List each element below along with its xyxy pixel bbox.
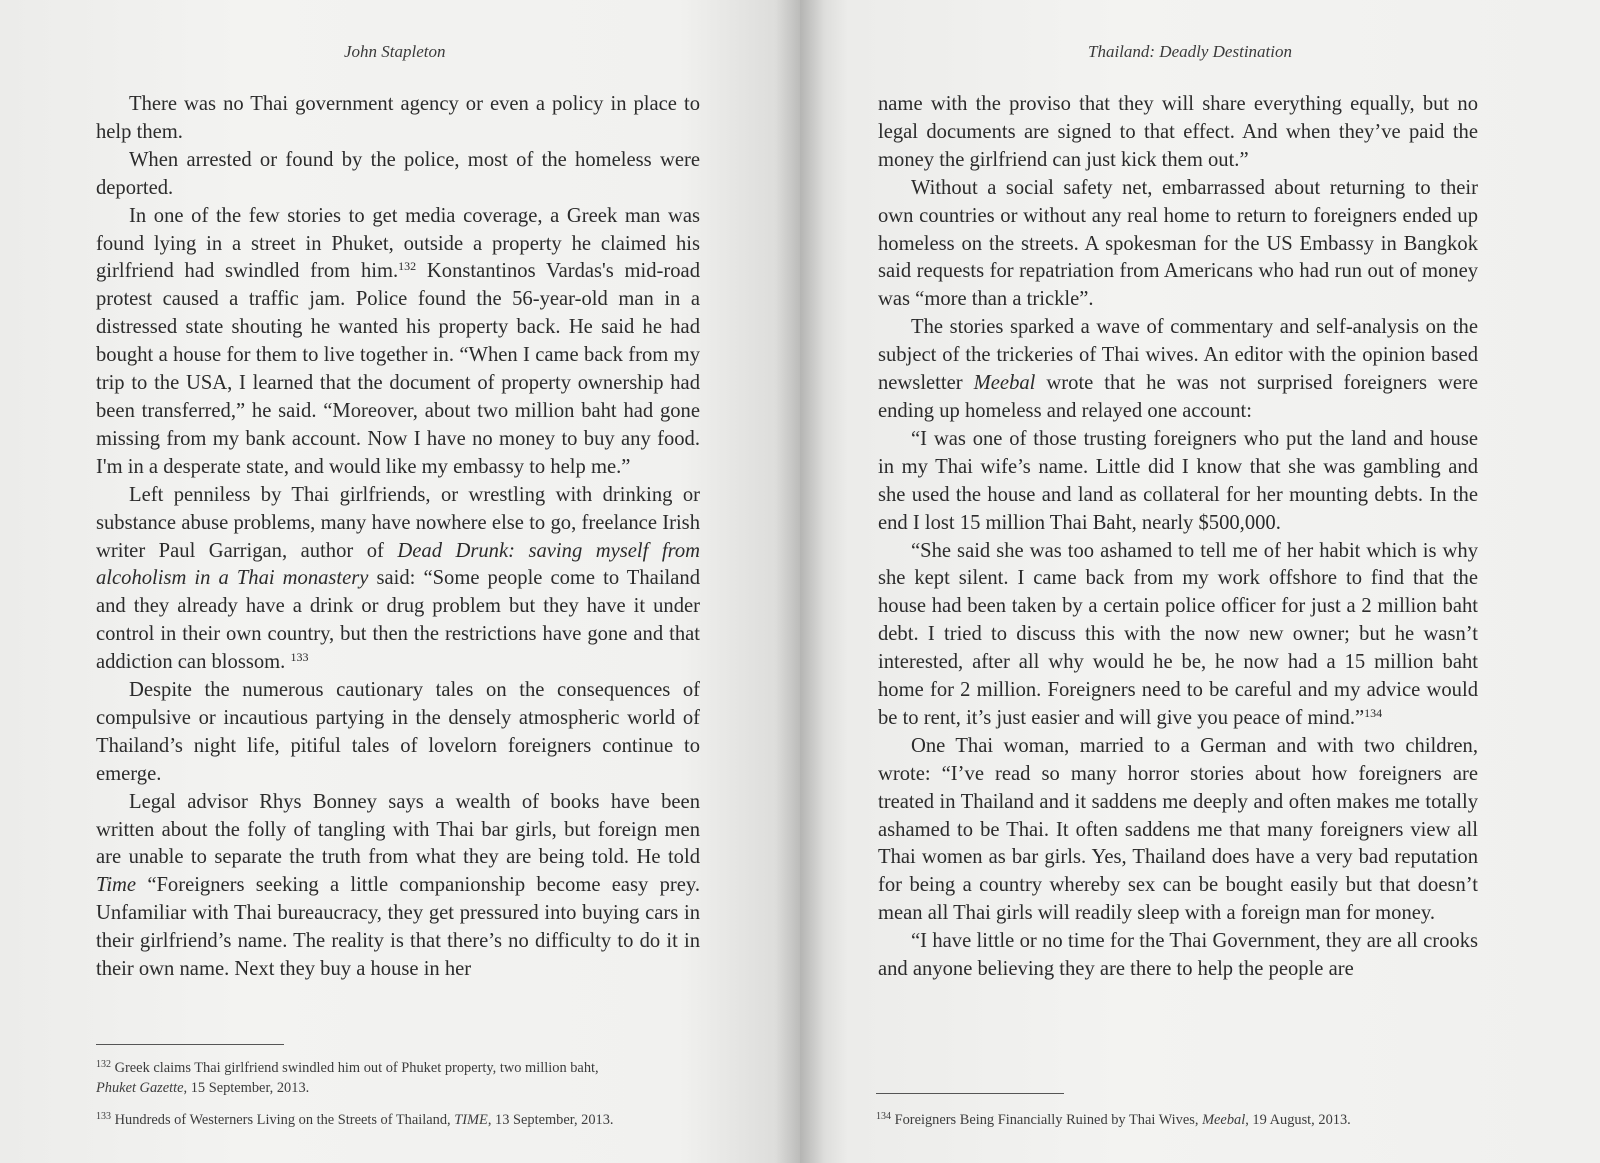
- footnote-number: 132: [96, 1059, 111, 1070]
- paragraph: [96, 789, 700, 984]
- paragraph: “I have little or no time for the Thai Government, they are all crooks and anyone believing they are there to help the people are: [878, 930, 1478, 981]
- footnote-text: Hundreds of Westerners Living on the Streets of Thailand,: [114, 1112, 455, 1128]
- footnote-number: 133: [96, 1111, 111, 1122]
- footnote-date: , 13 September, 2013.: [487, 1112, 614, 1128]
- footnote-133: [96, 1110, 716, 1130]
- footnote-divider: [96, 1044, 284, 1045]
- right-page: [800, 0, 1600, 1163]
- footnote-text: Foreigners Being Financially Ruined by Thai Wives,: [894, 1112, 1203, 1128]
- footnote-source: TIME: [454, 1112, 488, 1128]
- paragraph-text: The stories sparked a wave of commentary and self-analysis on the subject of the trickeries of Thai wives. An editor with the opinion based newsletter: [878, 316, 1478, 395]
- paragraph: name with the proviso that they will share everything equally, but no legal documents are signed to that effect. And when they’ve paid the money the girlfriend can just kick them out.”: [878, 93, 1478, 171]
- footnote-132: [96, 1058, 696, 1098]
- right-running-head: Thailand: Deadly Destination: [1088, 42, 1292, 61]
- footnote-date: , 15 September, 2013.: [183, 1080, 310, 1096]
- paragraph-text: said: “Some people come to Thailand and they already have a drink or drug problem but they have it under control in their own country, but then the restrictions have gone and that addiction can blossom.: [96, 567, 700, 674]
- paragraph: One Thai woman, married to a German and with two children, wrote: “I’ve read so many horror stories about how foreigners are treated in Thailand and it saddens me deeply and often makes me totally ashamed to be Thai. It often saddens me that many foreigners view all Thai women as bar girls. Yes, Thailand does have a very bad reputation for being a country whereby sex can be bought easily but that doesn’t mean all Thai girls will readily sleep with a foreign man for money.: [878, 734, 1478, 925]
- paragraph-text: Konstantinos Vardas's mid-road protest caused a traffic jam. Police found the 56-year-old man in a distressed state shouting he wanted his property back. He said he had bought a house for them to live together in. “When I came back from my trip to the USA, I learned that the document of property ownership had been transferred,” he said. “Moreover, about two million baht had gone missing from my bank account. Now I have no money to buy any food. I'm in a desperate state, and would like my embassy to help me.”: [96, 260, 700, 478]
- paragraph-text: wrote that he was not surprised foreigners were ending up homeless and relayed one account:: [878, 372, 1478, 422]
- paragraph-text: In one of the few stories to get media coverage, a Greek man was found lying in a street in Phuket, outside a property he claimed his girlfriend had swindled from him.: [96, 204, 700, 283]
- footnote-134: [876, 1110, 1496, 1130]
- paragraph: [96, 203, 700, 482]
- footnote-ref[interactable]: 134: [1364, 705, 1383, 720]
- left-running-head: John Stapleton: [344, 42, 446, 61]
- publication-title: Time: [96, 874, 137, 897]
- paragraph-text: “She said she was too ashamed to tell me of her habit which is why she kept silent. I came back from my work offshore to find that the house had been taken by a certain police officer for just a 2 million baht debt. I tried to discuss this with the now new owner; but he wasn’t interested, after all why would he be, he now had a 15 million baht home for 2 million. Foreigners need to be careful and my advice would be to rent, it’s just easier and will give you peace of mind.”: [878, 539, 1478, 729]
- paragraph: Without a social safety net, embarrassed about returning to their own countries or without any real home to return to foreigners ended up homeless on the streets. A spokesman for the US Embassy in Bangkok said requests for repatriation from Americans who had run out of money was “more than a trickle”.: [878, 176, 1478, 311]
- book-gutter-shadow: [775, 0, 825, 1163]
- footnote-date: , 19 August, 2013.: [1245, 1112, 1351, 1128]
- publication-title: Meebal: [973, 372, 1036, 395]
- book-title: Dead Drunk: saving myself from alcoholism in a Thai monastery: [96, 539, 700, 590]
- paragraph: “I was one of those trusting foreigners who put the land and house in my Thai wife’s name. Little did I know that she was gambling and she used the house and land as collateral for her mounting debts. In the end I lost 15 million Thai Baht, nearly $500,000.: [878, 427, 1478, 534]
- footnote-source: Meebal: [1202, 1112, 1246, 1128]
- left-body-text: [96, 91, 700, 984]
- paragraph-text: Legal advisor Rhys Bonney says a wealth of books have been written about the folly of tangling with Thai bar girls, but foreign men are unable to separate the truth from what they are being told. He told: [96, 790, 700, 869]
- paragraph: Despite the numerous cautionary tales on the consequences of compulsive or incautious partying in the densely atmospheric world of Thailand’s night life, pitiful tales of lovelorn foreigners continue to emerge.: [96, 679, 700, 785]
- paragraph: [96, 482, 700, 677]
- footnote-number: 134: [876, 1111, 891, 1122]
- paragraph-text: “Foreigners seeking a little companionship become easy prey. Unfamiliar with Thai bureaucracy, they get pressured into buying cars in their girlfriend’s name. The reality is that there’s no difficulty to do it in their own name. Next they buy a house in her: [96, 874, 700, 981]
- footnote-divider: [876, 1093, 1064, 1094]
- paragraph-text: Left penniless by Thai girlfriends, or wrestling with drinking or substance abuse problems, many have nowhere else to go, freelance Irish writer Paul Garrigan, author of: [96, 483, 700, 562]
- footnote-source: Phuket Gazette: [96, 1080, 184, 1096]
- paragraph: [878, 314, 1478, 426]
- footnote-text: Greek claims Thai girlfriend swindled him out of Phuket property, two million baht,: [114, 1060, 599, 1076]
- paragraph: When arrested or found by the police, most of the homeless were deported.: [96, 148, 700, 199]
- right-body-text: [878, 91, 1478, 984]
- paragraph: [878, 538, 1478, 733]
- footnote-ref[interactable]: 132: [398, 259, 417, 274]
- footnote-ref[interactable]: 133: [290, 650, 309, 665]
- paragraph: There was no Thai government agency or even a policy in place to help them.: [96, 93, 700, 143]
